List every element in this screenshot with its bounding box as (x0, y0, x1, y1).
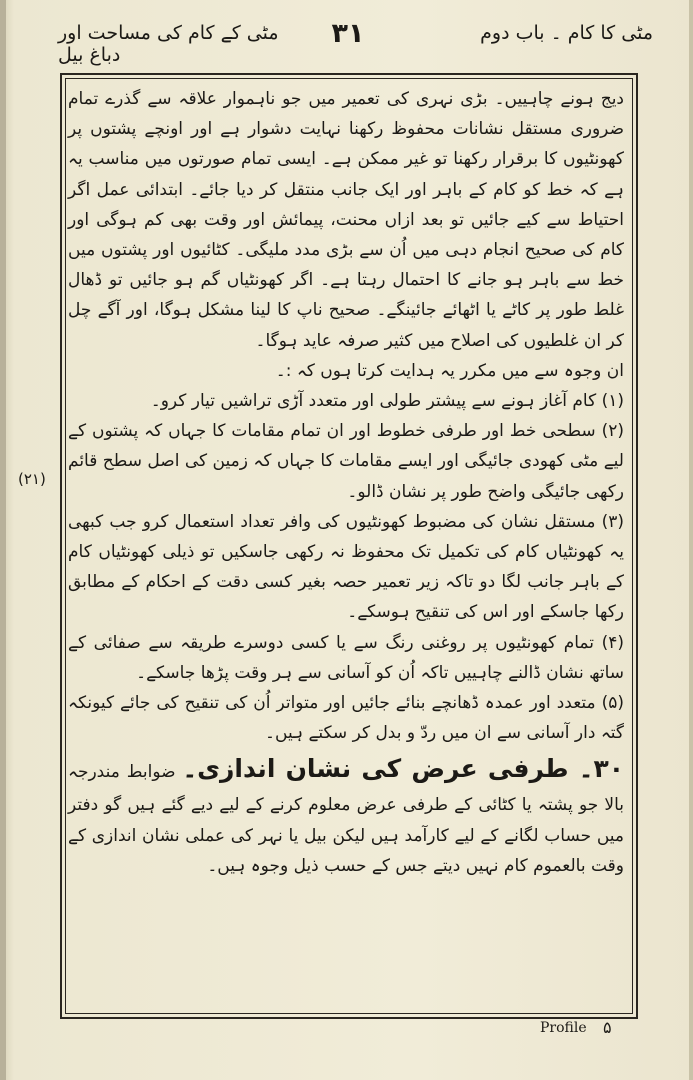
list-item-5: (۵) متعدد اور عمدہ ڈھانچے بنائے جائیں اور متواتر اُن کی تنقیح کی جائے کیونکہ گتہ دار آسانی سے ان میں ردّ و بدل کر سکتے ہیں۔ (68, 693, 624, 744)
page-left-edge-shadow (0, 0, 6, 1080)
list-item-1: (۱) کام آغاز ہونے سے پیشتر طولی اور متعدد آڑی تراشیں تیار کرو۔ (150, 391, 624, 412)
footer-mark: ۵ (603, 1018, 612, 1037)
body-text (68, 84, 624, 881)
page-right-edge (689, 0, 693, 1080)
margin-note: (۲۱) (18, 470, 46, 488)
page-number: ۳۱ (331, 18, 365, 49)
section-heading: ۳۰۔ طرفی عرض کی نشان اندازی۔ (182, 754, 624, 784)
section-paragraph (68, 748, 624, 881)
list-item-2: (۲) سطحی خط اور طرفی خطوط اور ان تمام مقامات کا جہاں کہ پشتوں کے لیے مٹی کھودی جائیگی اور ایسے مقامات کا جہاں کہ زمین کی اصل سطح قائم رکھی جائیگی واضح طور پر نشان ڈالو۔ (68, 421, 624, 502)
footer-profile-word: Profile (540, 1020, 587, 1036)
list-item-3: (۳) مستقل نشان کی مضبوط کھونٹیوں کی وافر تعداد استعمال کرو جب کبھی یہ کھونٹیاں کام کی تکمیل تک محفوظ نہ رکھی جاسکیں تو ذیلی کھونٹیاں کام کے باہر جانب لگا دو تاکہ زیر تعمیر حصہ بغیر کسی دقت کے احکام کے مطابق رکھا جاسکے اور اس کی تنقیح ہوسکے۔ (68, 511, 624, 623)
paragraph-instruction: ان وجوہ سے میں مکرر یہ ہدایت کرتا ہوں کہ :۔ (275, 360, 624, 381)
list-item-4: (۴) تمام کھونٹیوں پر روغنی رنگ سے یا کسی دوسرے طریقہ سے صفائی کے ساتھ نشان ڈالنے چاہییں تاکہ اُن کو آسانی سے ہر وقت پڑھا جاسکے۔ (68, 632, 624, 683)
section-body: ضوابط مندرجہ بالا جو پشتہ یا کٹائی کے طرفی عرض معلوم کرنے کے لیے دیے گئے ہیں گو دفتر میں حساب لگانے کے لیے کارآمد ہیں لیکن بیل یا نہر کی عملی نشان اندازی کے وقت بالعموم کام نہیں دیتے جس کے حسب ذیل وجوہ ہیں۔ (68, 762, 624, 876)
running-header-left: مٹی کے کام کی مساحت اور دباغ بیل (58, 22, 279, 66)
running-header-right: مٹی کا کام ۔ باب دوم (480, 22, 653, 44)
paragraph-intro: دیج ہونے چاہییں۔ بڑی نہری کی تعمیر میں جو ناہموار علاقہ سے گذرے تمام ضروری مستقل نشانات محفوظ رکھنا نہایت دشوار ہے اور اونچے پشتوں پر کھونٹیوں کا برقرار رکھنا تو غیر ممکن ہے۔ ایسی تمام صورتوں میں مناسب یہ ہے کہ خط کو کام کے باہر اور ایک جانب منتقل کر دیا جائے۔ ابتدائی عمل اگر احتیاط سے کیے جائیں تو بعد ازاں محنت، پیمائش اور وقت بھی کم ہوگی اور کام کی صحیح انجام دہی میں اُن سے بڑی مدد ملیگی۔ کٹائیوں اور پشتوں میں خط سے باہر ہو جانے کا احتمال رہتا ہے۔ اگر کھونٹیاں گم ہو جائیں تو ڈھال غلط طور پر کاٹے یا اٹھائے جائینگے۔ صحیح ناپ کا لینا مشکل ہوگا، اور آگے چل کر ان غلطیوں کی اصلاح میں کثیر صرفہ عاید ہوگا۔ (68, 89, 624, 351)
